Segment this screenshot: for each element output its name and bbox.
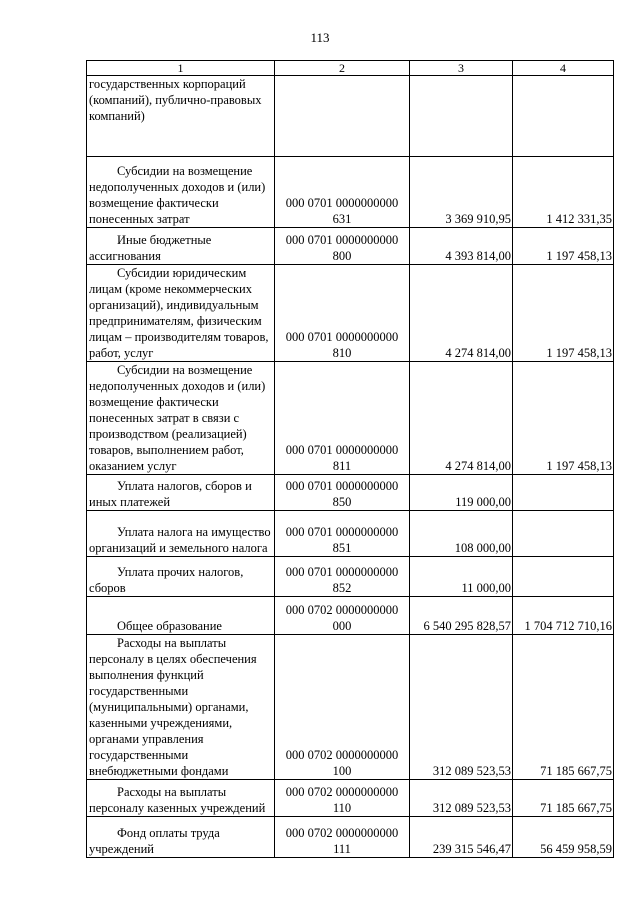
table-row xyxy=(87,635,614,780)
row-col4: 1 704 712 710,16 xyxy=(513,597,614,635)
row-col4 xyxy=(513,557,614,597)
table-row xyxy=(87,557,614,597)
row-col4 xyxy=(513,511,614,557)
row-code: 000 0701 0000000000 800 xyxy=(275,228,410,265)
row-col3: 108 000,00 xyxy=(410,511,513,557)
row-col3: 4 393 814,00 xyxy=(410,228,513,265)
row-code: 000 0701 0000000000 631 xyxy=(275,157,410,228)
row-col3: 3 369 910,95 xyxy=(410,157,513,228)
table-row xyxy=(87,76,614,157)
header-cell: 4 xyxy=(513,61,614,76)
row-col3: 239 315 546,47 xyxy=(410,817,513,858)
row-code: 000 0701 0000000000 810 xyxy=(275,265,410,362)
row-col3 xyxy=(410,76,513,157)
row-name: Субсидии юридическим лицам (кроме некоммерческих организаций), индивидуальным предпринимателям, физическим лицам – производителям товаров, работ, услуг xyxy=(87,265,275,362)
row-name: Расходы на выплаты персоналу казенных учреждений xyxy=(87,780,275,817)
table-row xyxy=(87,362,614,475)
row-name: Уплата прочих налогов, сборов xyxy=(87,557,275,597)
table-row xyxy=(87,780,614,817)
row-name: государственных корпораций (компаний), публично-правовых компаний) xyxy=(87,76,275,157)
row-col4: 56 459 958,59 xyxy=(513,817,614,858)
header-cell: 3 xyxy=(410,61,513,76)
row-code: 000 0702 0000000000 100 xyxy=(275,635,410,780)
row-col4: 1 197 458,13 xyxy=(513,228,614,265)
row-name: Уплата налогов, сборов и иных платежей xyxy=(87,475,275,511)
row-name: Субсидии на возмещение недополученных доходов и (или) возмещение фактически понесенных затрат xyxy=(87,157,275,228)
row-col3: 4 274 814,00 xyxy=(410,265,513,362)
row-name: Уплата налога на имущество организаций и земельного налога xyxy=(87,511,275,557)
table-header-row xyxy=(87,61,614,76)
page-number: 113 xyxy=(310,30,330,45)
table-row xyxy=(87,597,614,635)
row-code: 000 0701 0000000000 852 xyxy=(275,557,410,597)
row-col4 xyxy=(513,76,614,157)
row-col4: 1 412 331,35 xyxy=(513,157,614,228)
row-col4: 1 197 458,13 xyxy=(513,265,614,362)
row-col4: 71 185 667,75 xyxy=(513,780,614,817)
row-col3: 119 000,00 xyxy=(410,475,513,511)
row-col4 xyxy=(513,475,614,511)
row-name: Общее образование xyxy=(87,597,275,635)
row-col3: 4 274 814,00 xyxy=(410,362,513,475)
row-name: Иные бюджетные ассигнования xyxy=(87,228,275,265)
table-row xyxy=(87,265,614,362)
row-code: 000 0701 0000000000 850 xyxy=(275,475,410,511)
row-col4: 71 185 667,75 xyxy=(513,635,614,780)
table-row xyxy=(87,511,614,557)
row-col3: 6 540 295 828,57 xyxy=(410,597,513,635)
table-row xyxy=(87,228,614,265)
table-row xyxy=(87,157,614,228)
table-row xyxy=(87,475,614,511)
row-code: 000 0702 0000000000 000 xyxy=(275,597,410,635)
table-row xyxy=(87,817,614,858)
row-col3: 312 089 523,53 xyxy=(410,635,513,780)
row-code: 000 0702 0000000000 110 xyxy=(275,780,410,817)
row-code: 000 0702 0000000000 111 xyxy=(275,817,410,858)
row-name: Расходы на выплаты персоналу в целях обеспечения выполнения функций государственными (муниципальными) органами, казенными учреждениями, органами управления государственными внебюджетными фондами xyxy=(87,635,275,780)
budget-table xyxy=(86,60,614,858)
row-name: Фонд оплаты труда учреждений xyxy=(87,817,275,858)
row-col3: 11 000,00 xyxy=(410,557,513,597)
row-col4: 1 197 458,13 xyxy=(513,362,614,475)
header-cell: 1 xyxy=(87,61,275,76)
row-col3: 312 089 523,53 xyxy=(410,780,513,817)
row-code: 000 0701 0000000000 811 xyxy=(275,362,410,475)
row-name: Субсидии на возмещение недополученных доходов и (или) возмещение фактически понесенных затрат в связи с производством (реализацией) товаров, выполнением работ, оказанием услуг xyxy=(87,362,275,475)
row-code: 000 0701 0000000000 851 xyxy=(275,511,410,557)
row-code xyxy=(275,76,410,157)
header-cell: 2 xyxy=(275,61,410,76)
